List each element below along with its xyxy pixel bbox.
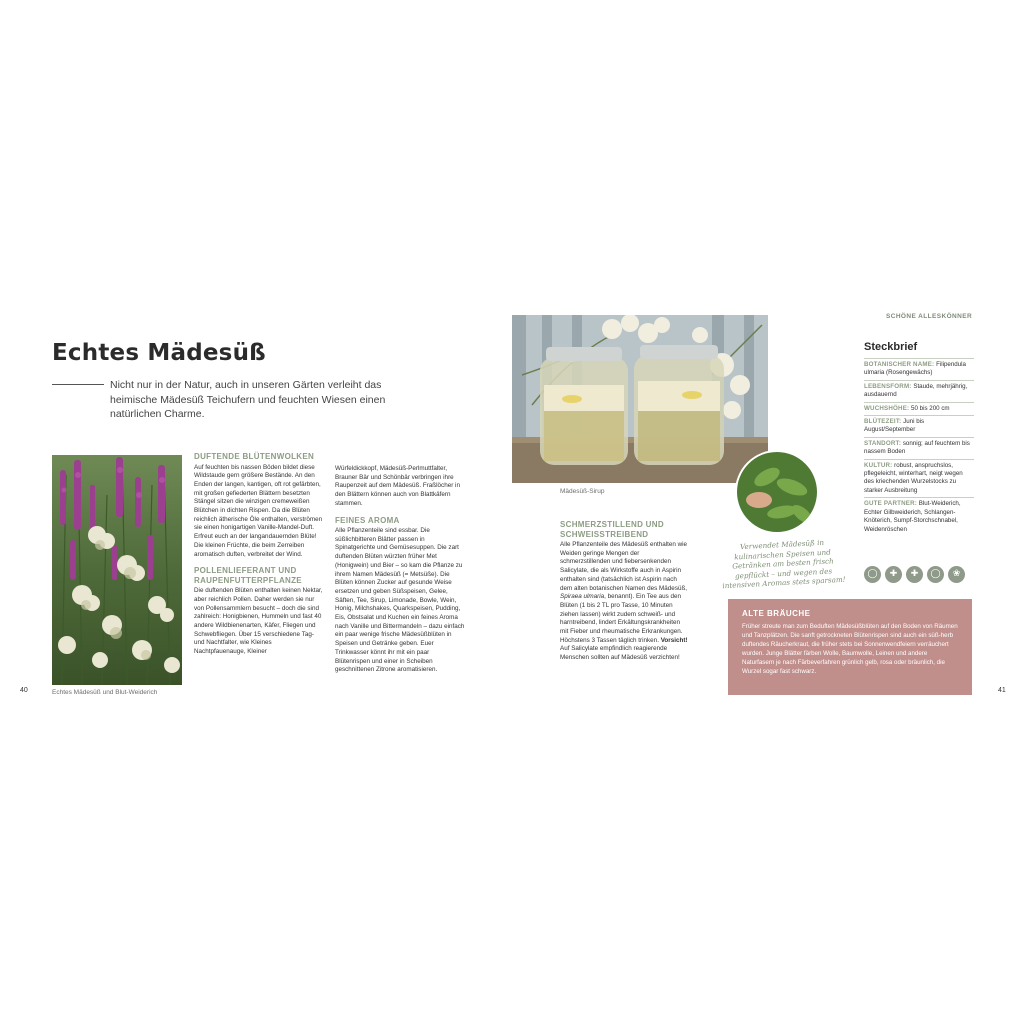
heading-duftende-bluetenwolken: DUFTENDE BLÜTENWOLKEN	[194, 452, 315, 461]
photo-illustration	[52, 455, 182, 685]
text-column-3	[560, 520, 690, 663]
steckbrief-item	[864, 497, 974, 536]
steckbrief-key: BLÜTEZEIT:	[864, 418, 902, 426]
steckbrief-item	[864, 415, 974, 437]
handwritten-note: Verwendet Mädesüß in kulinarischen Speisen und Getränken am besten frisch gepflückt – und wegen des intensiven Aromas stets sparsam!	[722, 537, 846, 591]
steckbrief-key: STANDORT:	[864, 439, 902, 447]
photo-illustration	[512, 315, 768, 483]
page-number-right: 41	[998, 687, 1006, 694]
steckbrief-value: sonnig; auf feuchtem bis nassem Boden	[864, 439, 970, 456]
text-run: Auf Salicylate empfindlich reagierende Menschen sollten auf Mädesüß verzichten!	[560, 645, 680, 662]
text-run: Alle Pflanzenteile des Mädesüß enthalten wie Weiden geringe Mengen der schmerzstillenden und fiebersenkenden Salicylate, die als Wirkstoffe auch in Aspirin enthalten sind (tatsächlich ist Aspirin nach dem alten botanischen Namen des Mädesüß,	[560, 541, 688, 592]
meadowsweet-loosestrife-photo	[52, 455, 182, 685]
steckbrief-value: Staude, mehrjährig, ausdauernd	[864, 382, 968, 399]
heading-schmerzstillend: SCHMERZSTILLEND UND SCHWEISSTREIBEND	[560, 520, 664, 539]
steckbrief-item	[864, 380, 974, 402]
box-text: Früher streute man zum Beduften Mädesüßblüten auf den Boden von Räumen und Tanzplätzen. Die sanft getrockneten Blütenrispen sind auch ein süß-herb duftendes Räucherkraut, die früher stets bei Sonnenwendfeiern verräuchert wurden. Junge Blätter färben Wolle, Baumwolle, Leinen und andere Naturfasern je nach Färbeverfahren grünlich gelb, rosa oder bräunlich, die Wurzel sogar fast schwarz.	[742, 623, 958, 675]
paragraph: Auf feuchten bis nassen Böden bildet diese Wildstaude gern größere Bestände. An den Enden der langen, kantigen, oft rot gefärbten, mit großen gefiederten Blättern besetzten Stängel sitzen die winzigen cremeweißen Blütchen in dichten Rispen. Da die Blüten reichlich ätherische Öle enthalten, verströmen sie einen honigartigen Vanille-Mandel-Duft. Erfreut euch an der langandauernden Blüte! Die kleinen Früchte, die beim Zerreiben aromatisch duften, verbreitet der Wind.	[194, 463, 323, 558]
box-title: ALTE BRÄUCHE	[742, 609, 811, 618]
steckbrief-item	[864, 402, 974, 415]
steckbrief-value: Blut-Weiderich, Echter Gilbweiderich, Schlangen-Knöterich, Sumpf-Storchschnabel, Weidenröschen	[864, 500, 961, 533]
steckbrief-value: robust, anspruchslos, pflegeleicht, winterhart, neigt wegen des kriechenden Wurzelstocks zu starker Ausbreitung	[864, 461, 963, 494]
text-column-1	[194, 452, 324, 657]
cutlery-icon: ✚	[885, 566, 902, 583]
paragraph: Würfeldickkopf, Mädesüß-Perlmuttfalter, Brauner Bär und Schönbär verbringen ihre Raupenzeit auf dem Mädesüß. Fraßlöcher in den Blättern können auch von Blattkäfern stammen.	[335, 465, 460, 507]
medicine-icon: ✚	[906, 566, 923, 583]
heading-pollenlieferant: POLLENLIEFERANT UND RAUPENFUTTERPFLANZE	[194, 566, 302, 585]
picking-leaves-photo	[735, 450, 819, 534]
steckbrief-item	[864, 358, 974, 380]
steckbrief-key: LEBENSFORM:	[864, 382, 912, 390]
pot-icon: ◯	[927, 566, 944, 583]
steckbrief-item	[864, 437, 974, 459]
bee-icon: ❀	[948, 566, 965, 583]
steckbrief-key: GUTE PARTNER:	[864, 500, 918, 508]
steckbrief-value: Juni bis August/September	[864, 418, 925, 434]
steckbrief-key: BOTANISCHER NAME:	[864, 361, 935, 368]
steckbrief-icons	[864, 566, 965, 583]
paragraph	[560, 541, 690, 663]
syrup-jars-photo	[512, 315, 768, 483]
heading-feines-aroma: FEINES AROMA	[335, 515, 400, 525]
steckbrief-key: WUCHSHÖHE:	[864, 404, 910, 412]
text-run: , benannt). Ein Tee aus den Blüten (1 bis 2 TL pro Tasse, 10 Minuten ziehen lassen) wirkt zudem schweiß- und harntreibend, lindert Erkältungskrankheiten mit Fieber und rheumatische Erkrankungen. Höchstens 3 Tassen täglich trinken.	[560, 593, 683, 644]
steckbrief-list	[864, 358, 974, 536]
steckbrief-item	[864, 459, 974, 498]
page-title: Echtes Mädesüß	[52, 340, 266, 366]
steckbrief-value: 50 bis 200 cm	[911, 404, 950, 412]
steckbrief-title: Steckbrief	[864, 341, 918, 353]
steckbrief-key: KULTUR:	[864, 461, 893, 469]
title-rule	[52, 384, 104, 385]
paragraph: Alle Pflanzenteile sind essbar. Die süßlichbitteren Blätter passen in Spinatgerichte und Gemüsesuppen. Die zart duftenden Blüten würzten früher Met (Honigwein) und Bier – so kam die Pflanze zu ihrem Namen Mädesüß (= Metsüße). Die Blüten können Zucker auf gesunde Weise ersetzen und geben Süßspeisen, Gelee, Säften, Tee, Sirup, Limonade, Bowle, Wein, Honig, Milchshakes, Quarkspeisen, Pudding, Eis, Obstsalat und Kuchen ein feines Aroma nach Vanille und Bittermandeln – dazu einfach ein paar wenige frische Mädesüßblüten in Speisen und Getränke geben. Euer Trinkwasser könnt ihr mit ein paar Blütenrispen und einer in Scheiben geschnittenen Zitrone aromatisieren.	[335, 527, 465, 674]
paragraph: Die duftenden Blüten enthalten keinen Nektar, aber reichlich Pollen. Daher werden sie nur von Pollensammlern besucht – doch die sind zahlreich: Honigbienen, Hummeln und fast 40 andere Wildbienenarten, Käfer, Fliegen und Schwebfliegen. Über 15 verschiedene Tag- und Nachtfalter, wie Kleines Nachtpfauenauge, Kleiner	[194, 587, 323, 656]
warning-label: Vorsicht!	[660, 636, 688, 644]
alte-braeuche-box	[728, 599, 972, 695]
text-column-2	[335, 465, 465, 675]
steckbrief-value: Filipendula ulmaria (Rosengewächs)	[864, 361, 966, 377]
botanical-name: Spiraea ulmaria	[560, 593, 605, 601]
food-icon: ◯	[864, 566, 881, 583]
page-number-left: 40	[20, 687, 28, 694]
running-head: SCHÖNE ALLESKÖNNER	[886, 313, 973, 320]
photo-caption-right: Mädesüß-Sirup	[560, 488, 605, 495]
photo-illustration	[737, 452, 819, 534]
intro-text: Nicht nur in der Natur, auch in unseren Gärten verleiht das heimische Mädesüß Teichufern und feuchten Wiesen einen natürlichen Charme.	[110, 379, 386, 420]
photo-caption-left: Echtes Mädesüß und Blut-Weiderich	[52, 689, 158, 696]
